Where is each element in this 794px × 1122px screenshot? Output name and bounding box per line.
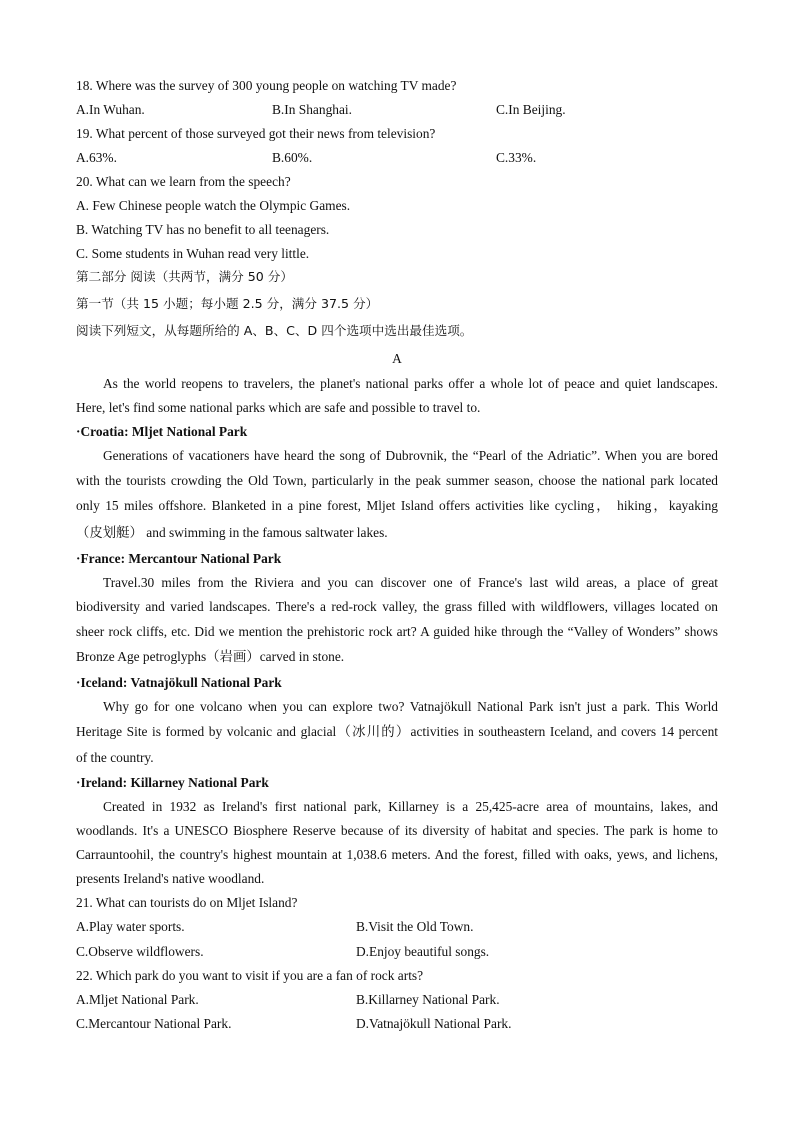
question-19-stem: 19. What percent of those surveyed got their news from television? <box>76 126 436 141</box>
passage-letter: A <box>392 351 402 366</box>
question-20-option-c: C. Some students in Wuhan read very little. <box>76 246 310 261</box>
park-text-line: biodiversity and varied landscapes. There's a red-rock valley, the grass filled with wildflowers, villages located on <box>76 599 718 614</box>
park-text-line: woodlands. It's a UNESCO Biosphere Reserve because of its diversity of habitat and species. The park is home to <box>76 823 718 838</box>
question-22-option-a: A.Mljet National Park. <box>76 992 199 1007</box>
park-text-line: Bronze Age petroglyphs（岩画）carved in stone. <box>76 649 345 664</box>
question-18-option-a: A.In Wuhan. <box>76 102 145 117</box>
park-text-line: presents Ireland's native woodland. <box>76 871 265 886</box>
question-21-stem: 21. What can tourists do on Mljet Island? <box>76 895 298 910</box>
question-22-option-d: D.Vatnajökull National Park. <box>356 1016 512 1031</box>
park-text-line: Heritage Site is formed by volcanic and glacial（冰川的）activities in southeastern Iceland, and covers 14 percent <box>76 724 718 739</box>
part-title: 第二部分 阅读（共两节，满分 50 分） <box>76 269 293 284</box>
park-text-line: Why go for one volcano when you can explore two? Vatnajökull National Park isn't just a park. This World <box>103 699 718 714</box>
park-text-line: Created in 1932 as Ireland's first national park, Killarney is a 25,425-acre area of mountains, lakes, and <box>103 799 718 814</box>
section-instruction: 阅读下列短文，从每题所给的 A、B、C、D 四个选项中选出最佳选项。 <box>76 323 473 338</box>
question-22-option-c: C.Mercantour National Park. <box>76 1016 232 1031</box>
park-heading-croatia: ·Croatia: Mljet National Park <box>76 424 248 439</box>
section-subtitle: 第一节（共 15 小题；每小题 2.5 分，满分 37.5 分） <box>76 296 379 311</box>
question-21-option-d: D.Enjoy beautiful songs. <box>356 944 490 959</box>
park-text-line: Travel.30 miles from the Riviera and you can discover one of France's last wild areas, a place of great <box>103 575 718 590</box>
intro-line: Here, let's find some national parks which are safe and possible to travel to. <box>76 400 481 415</box>
park-text-line: with the tourists crowding the Old Town, particularly in the peak summer season, choose the national park located <box>76 473 718 488</box>
park-text-line: Generations of vacationers have heard the song of Dubrovnik, the “Pearl of the Adriatic”. When you are bored <box>103 448 718 463</box>
question-21-option-a: A.Play water sports. <box>76 919 185 934</box>
question-18-option-c: C.In Beijing. <box>496 102 566 117</box>
question-21-option-c: C.Observe wildflowers. <box>76 944 204 959</box>
park-text-line: only 15 miles offshore. Blanketed in a pine forest, Mljet Island offers activities like cycling， hiking，kayaking <box>76 498 718 513</box>
park-heading-iceland: ·Iceland: Vatnajökull National Park <box>76 675 282 690</box>
question-20-option-b: B. Watching TV has no benefit to all teenagers. <box>76 222 330 237</box>
question-19-option-c: C.33%. <box>496 150 537 165</box>
park-text-line: sheer rock cliffs, etc. Did we mention the prehistoric rock art? A guided hike through the “Valley of Wonders” shows <box>76 624 718 639</box>
question-20-stem: 20. What can we learn from the speech? <box>76 174 291 189</box>
question-19-option-a: A.63%. <box>76 150 117 165</box>
question-22-option-b: B.Killarney National Park. <box>356 992 500 1007</box>
park-heading-france: ·France: Mercantour National Park <box>76 551 282 566</box>
park-text-line: （皮划艇） and swimming in the famous saltwater lakes. <box>76 525 388 540</box>
question-18-option-b: B.In Shanghai. <box>272 102 352 117</box>
intro-line: As the world reopens to travelers, the planet's national parks offer a whole lot of peace and quiet landscapes. <box>103 376 718 391</box>
question-20-option-a: A. Few Chinese people watch the Olympic Games. <box>76 198 351 213</box>
park-text-line: of the country. <box>76 750 154 765</box>
question-21-option-b: B.Visit the Old Town. <box>356 919 474 934</box>
park-heading-ireland: ·Ireland: Killarney National Park <box>76 775 269 790</box>
question-18-stem: 18. Where was the survey of 300 young people on watching TV made? <box>76 78 457 93</box>
park-text-line: Carrauntoohil, the country's highest mountain at 1,038.6 meters. And the forest, filled with oaks, yews, and lichens, <box>76 847 718 862</box>
question-22-stem: 22. Which park do you want to visit if you are a fan of rock arts? <box>76 968 424 983</box>
question-19-option-b: B.60%. <box>272 150 313 165</box>
